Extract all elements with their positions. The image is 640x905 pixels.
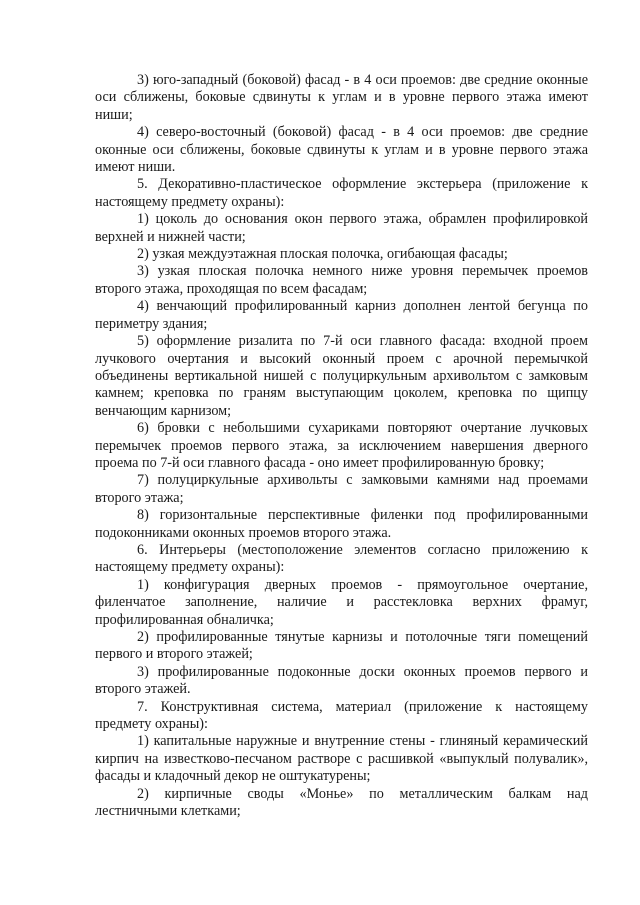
section-heading-exterior-decor: 5. Декоративно-пластическое оформление экстерьера (приложение к настоящему предмету охраны): xyxy=(95,176,588,210)
list-item-interfloor-shelf: 2) узкая междуэтажная плоская полочка, огибающая фасады; xyxy=(137,246,508,263)
section-heading-interiors: 6. Интерьеры (местоположение элементов согласно приложению к настоящему предмету охраны): xyxy=(95,541,588,576)
list-item-plinth: 1) цоколь до основания окон первого этажа, обрамлен профилировкой верхней и нижней части; xyxy=(95,211,588,245)
list-item-cornices: 2) профилированные тянутые карнизы и потолочные тяги помещений первого и второго этажей; xyxy=(95,629,588,663)
document-body xyxy=(95,72,588,820)
list-item-crowning-cornice: 4) венчающий профилированный карниз дополнен лентой бегунца по периметру здания; xyxy=(95,298,588,332)
list-item-walls: 1) капитальные наружные и внутренние стены - глиняный керамический кирпич на известково-песчаном растворе с расшивкой «выпуклый полувалик», фасады и кладочный декор не оштукатурены; xyxy=(95,733,588,785)
section-heading-structure: 7. Конструктивная система, материал (приложение к настоящему предмету охраны): xyxy=(95,698,588,733)
list-item-door-openings: 1) конфигурация дверных проемов - прямоугольное очертание, филенчатое заполнение, наличие и расстекловка верхних фрамуг, профилированная обналичка; xyxy=(95,576,588,628)
list-item-panels: 8) горизонтальные перспективные филенки под профилированными подоконниками оконных проемов второго этажа. xyxy=(95,507,588,541)
paragraph-facade-northeast: 4) северо-восточный (боковой) фасад - в 4 оси проемов: две средние оконные оси сближены, боковые сдвинуты к углам и в уровне первого этажа имеют ниши. xyxy=(95,124,588,176)
paragraph-facade-southwest: 3) юго-западный (боковой) фасад - в 4 оси проемов: две средние оконные оси сближены, боковые сдвинуты к углам и в уровне первого этажа имеют ниши; xyxy=(95,72,588,123)
list-item-window-sills: 3) профилированные подоконные доски оконных проемов первого и второго этажей. xyxy=(95,663,588,698)
list-item-vaults: 2) кирпичные своды «Монье» по металлическим балкам над лестничными клетками; xyxy=(95,785,588,820)
list-item-risalit: 5) оформление ризалита по 7-й оси главного фасада: входной проем лучкового очертания и высокий оконный проем с арочной перемычкой объединены вертикальной нишей с полуциркульным архивольтом с замковым камнем; креповка по граням выступающим цоколем, креповка по щипцу венчающим карнизом; xyxy=(95,333,588,419)
list-item-lintel-shelf: 3) узкая плоская полочка немного ниже уровня перемычек проемов второго этажа, проходящая по всем фасадам; xyxy=(95,263,588,297)
list-item-archivolts: 7) полуциркульные архивольты с замковыми камнями над проемами второго этажа; xyxy=(95,472,588,506)
list-item-brow-moldings: 6) бровки с небольшими сухариками повторяют очертание лучковых перемычек проемов первого этажа, за исключением навершения дверного проема по 7-й оси главного фасада - оно имеет профилированную бровку; xyxy=(95,420,588,471)
